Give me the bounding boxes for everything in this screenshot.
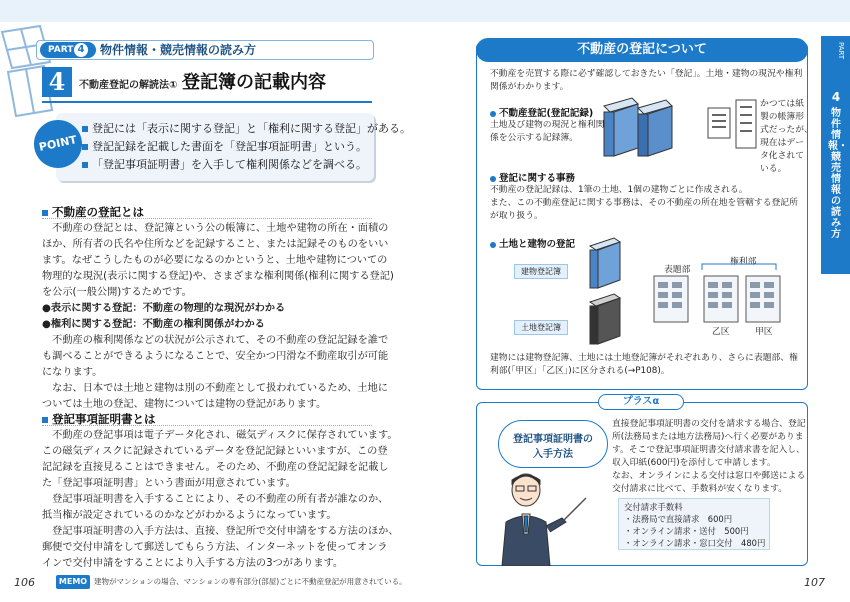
plus-text-line: す。そこで登記事項証明書交付請求書を記入し、 [612,445,805,455]
body-line: ほか、所有者の氏名や住所などを記録すること、または記録そのものをいい [42,239,389,250]
land-building-line: 建物には建物登記簿、土地には土地登記簿がそれぞれあり、さらに表題部、権 [490,353,798,363]
section-rule [42,218,372,219]
point-item-text: 登記記録を記載した書面を「登記事項証明書」という。 [92,140,367,153]
plus-text-line: 所(法務局または地方法務局)へ行く必要がありま [612,432,804,442]
body-line: ます。なぜこうしたものが必要になるのかというと、土地や建物についての [42,255,388,266]
registry-note-line: タ化されて [760,151,804,161]
data-server-illustration [706,96,760,152]
registry-note-line: 現在はデー [760,138,804,148]
label-ko: 甲区 [755,327,773,337]
bullet-square-icon [82,126,88,132]
body-line: も調べることができるようになることで、安全かつ円滑な不動産取引が可能 [42,351,389,362]
chapter-rule [42,101,372,103]
body-line: た「登記事項証明書」という書面が用意されています。 [42,478,296,489]
body-line: 不動産の権利関係などの状況が公示されて、その不動産の登記記録を誰で [42,335,389,346]
chapter-number: 4 [42,67,72,97]
point-item [82,120,411,136]
registry-info-title: 不動産の登記について [476,38,808,62]
label-hyodai: 表題部 [664,265,691,275]
side-tab-title: 物件情報・競売情報の読み方 [828,108,848,240]
body-line: 不動産の登記事項は電子データ化され、磁気ディスクに保存されています。 [42,430,398,441]
chapter-title: 登記簿の記載内容 [182,72,326,93]
bullet-square-icon [42,417,48,423]
fee-line: ・法務局で直接請求 600円 [624,514,733,524]
body-line: 登記事項証明書の入手方法は、直接、登記所で交付申請をする方法のほか、 [42,526,399,537]
point-badge: POINT [30,116,87,173]
chapter-kicker: 不動産登記の解読法① [79,80,178,91]
section-heading-text: 不動産の登記とは [52,205,144,219]
registry-heading [490,105,593,119]
plus-text-line: 直接登記事項証明書の交付を請求する場合、登記 [612,419,806,429]
section-heading-text: 登記事項証明書とは [52,412,156,426]
bullet-square-icon [82,144,88,150]
body-line: この磁気ディスクに記録されているデータを登記記録といいますが、この登 [42,446,388,457]
bullet-square-icon [42,210,48,216]
bullet-dot-icon [490,176,496,182]
ledger-sections-illustration [650,262,790,326]
bubble-line: 登記事項証明書の [513,434,593,445]
land-building-heading-text: 土地と建物の登記 [499,239,576,250]
presenter-illustration [496,470,588,566]
body-line: 抵当権が設定されているのかなどがわかるようになっています。 [42,510,337,521]
registry-desc-line: 係を公示する記録簿。 [490,133,578,143]
body-line: インで交付申請をすることにより入手する方法の3つがあります。 [42,558,344,569]
body-line: ●権利に関する登記：不動産の権利関係がわかる [42,319,265,330]
body-line: になります。 [42,367,103,378]
fee-line: ・オンライン請求・窓口交付 480円 [624,538,766,548]
label-otsu: 乙区 [712,327,730,337]
part-title: 物件情報・競売情報の読み方 [100,43,257,57]
affairs-heading-text: 登記に関する事務 [499,173,576,184]
bullet-dot-icon [490,111,496,117]
side-tab-number: 4 [831,90,841,104]
top-band [0,0,850,22]
point-item [82,156,367,172]
body-line: なお、日本では土地と建物は別の不動産として扱われているため、土地に [42,383,388,394]
land-building-heading [490,236,575,250]
land-building-binders-illustration [586,236,628,346]
body-line: 記記録を直接見ることはできません。そのため、不動産の登記記録を記載し [42,462,389,473]
bubble-line: 入手方法 [533,449,573,460]
label-kenri: 権利部 [730,257,757,267]
registry-note-line: 式だったが、 [760,125,813,135]
affairs-line: また、この不動産登記に関する事務は、その不動産の所在地を管轄する登記所 [490,198,798,208]
body-line: 物理的な現況(表示に関する登記)や、さまざまな権利関係(権利に関する登記) [42,271,394,282]
intro-line: 不動産を売買する際に必ず確認しておきたい「登記」。土地・建物の現況や権利 [490,69,803,79]
registry-heading-text: 不動産登記(登記記録) [499,108,594,119]
affairs-line: 不動産の登記記録は、1筆の土地、1個の建物ごとに作成される。 [490,185,748,195]
affairs-line: が取り扱う。 [490,211,543,221]
affairs-heading [490,170,575,184]
section-rule [42,425,372,426]
body-line: ●表示に関する登記：不動産の物理的な現況がわかる [42,303,286,314]
plus-text-line: 交付請求に比べて、手数料が安くなります。 [612,484,788,494]
building-ledger-tag: 建物登記簿 [514,264,568,279]
plus-alpha-label: プラスα [598,394,684,410]
part-label: PART [40,42,96,58]
body-line: 不動産の登記とは、登記簿という公の帳簿に、土地や建物の所在・面積の [42,223,389,234]
memo-badge: MEMO [56,575,90,589]
bullet-square-icon [82,162,88,168]
point-item-text: 「登記事項証明書」を入手して権利関係などを調べる。 [92,158,367,171]
body-line: を公示(一般公開)するためです。 [42,287,192,298]
point-item [82,138,367,154]
fee-title: 交付請求手数料 [624,502,683,512]
intro-line: 関係がわかります。 [490,82,569,92]
memo-text: 建物がマンションの場合、マンションの専有部分(部屋)ごとに不動産登記が用意されている。 [94,577,407,586]
ledger-binders-illustration [598,96,694,160]
page-number-right: 107 [804,576,825,589]
plus-text-line: なお、オンラインによる交付は窓口や郵送による [612,471,806,481]
body-line: 郵便で交付申請をして郵送してもらう方法、インターネットを使ってオンラ [42,542,388,553]
plus-text-line: 収入印紙(600円)を添付して申請します。 [612,458,776,468]
registry-note-line: いる。 [760,164,787,174]
bullet-dot-icon [490,242,496,248]
side-tab-part: PART [837,42,845,60]
land-ledger-tag: 土地登記簿 [514,320,568,335]
body-line: 登記事項証明書を入手することにより、その不動産の所有者が誰なのか、 [42,494,389,505]
page-number-left: 106 [14,576,35,589]
point-item-text: 登記には「表示に関する登記」と「権利に関する登記」がある。 [92,122,411,135]
registry-desc-line: 土地及び建物の現況と権利関 [490,120,605,130]
body-line: ついては土地の登記、建物については建物の登記があります。 [42,399,327,410]
registry-note-line: 製の帳簿形 [760,112,804,122]
land-building-line: 利部(「甲区」「乙区」)に区分される(→P108)。 [490,366,670,376]
fee-line: ・オンライン請求・送付 500円 [624,526,749,536]
registry-note-line: かつては紙 [760,99,804,109]
part-number: 4 [74,43,88,57]
